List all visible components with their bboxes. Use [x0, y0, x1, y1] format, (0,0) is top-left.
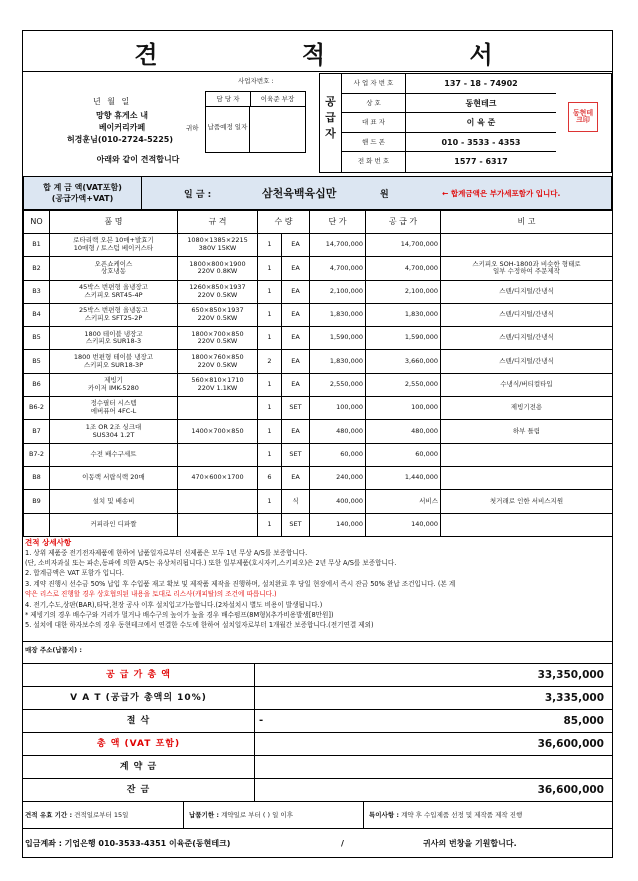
cell-note	[441, 443, 613, 466]
amount-in-words: 삼천육백육십만	[262, 187, 337, 200]
supplier-biz-no: 137 - 18 - 74902	[406, 74, 556, 94]
cell-spec: 1260×850×1937 220V 0.5KW	[178, 280, 258, 303]
col-header-qty: 수 량	[258, 211, 310, 234]
delivery-term	[189, 812, 293, 819]
cell-name: 오픈쇼케이스 상호냉동	[50, 257, 178, 280]
delivery-term-value: 계약일로 부터 ( ) 일 이후	[221, 811, 293, 819]
cell-spec: 650×850×1937 220V 0.5KW	[178, 303, 258, 326]
recipient-line1: 망향 휴게소 내	[96, 111, 148, 120]
cell-qty: 1	[258, 234, 282, 257]
biz-no-label: 사업자번호 :	[238, 77, 274, 85]
cell-supply: 14,700,000	[366, 234, 441, 257]
condition-line: 약은 리스로 진행할 경우 상호협의된 내용을 토대로 리스사(캐피탈)의 조건에 따릅니다.)	[25, 590, 277, 599]
amount-unit: 원	[380, 190, 389, 200]
cell-price: 100,000	[310, 397, 366, 420]
table-row	[24, 373, 613, 396]
cell-no: B9	[24, 490, 50, 513]
table-row	[24, 280, 613, 303]
footer-sep	[183, 802, 184, 828]
cell-note: 스텐/디지털/간냉식	[441, 303, 613, 326]
cell-name: 1800 테이블 냉장고 스키피오 SUR18-3	[50, 327, 178, 350]
quotation-sheet	[22, 30, 613, 858]
totals-value: 36,600,000	[537, 738, 604, 750]
col-header-price: 단 가	[310, 211, 366, 234]
totals-label: 계 약 금	[23, 756, 255, 778]
cell-qty: 1	[258, 397, 282, 420]
person-value: 이육준 부장	[250, 92, 305, 107]
cell-unit: EA	[282, 257, 310, 280]
cell-name: 설치 및 배송비	[50, 490, 178, 513]
cell-spec: 1080×1385×2215 380V 15KW	[178, 234, 258, 257]
cell-unit: EA	[282, 420, 310, 443]
cell-no: B8	[24, 466, 50, 489]
supplier-side-label: 공급자	[320, 74, 342, 172]
cell-price: 14,700,000	[310, 234, 366, 257]
conditions-block	[25, 539, 610, 631]
cell-note: 첫거래로 인한 서비스지원	[441, 490, 613, 513]
bank-slash: /	[341, 839, 344, 848]
cell-spec: 1400×700×850	[178, 420, 258, 443]
cell-no: B3	[24, 280, 50, 303]
special-note-label: 특이사항 :	[369, 811, 399, 819]
cell-supply: 1,590,000	[366, 327, 441, 350]
cell-spec: 1800×700×850 220V 0.5KW	[178, 327, 258, 350]
cell-unit: SET	[282, 443, 310, 466]
cell-unit: 식	[282, 490, 310, 513]
title-divider	[23, 71, 612, 72]
summary-label-line2: (공급가액+VAT)	[51, 194, 114, 203]
person-label: 담 당 자	[206, 92, 251, 107]
cell-price: 1,830,000	[310, 303, 366, 326]
cell-name: 수전 배수구세트	[50, 443, 178, 466]
col-header-note: 비 고	[441, 211, 613, 234]
table-row	[24, 443, 613, 466]
cell-price: 480,000	[310, 420, 366, 443]
cell-price: 4,700,000	[310, 257, 366, 280]
install-label: 매장 주소(납품지) :	[25, 646, 83, 654]
summary-label	[24, 177, 142, 209]
cell-supply: 480,000	[366, 420, 441, 443]
col-header-no: NO	[24, 211, 50, 234]
cell-name: 45박스 번편형 올냉장고 스키피오 SRT45-4P	[50, 280, 178, 303]
table-row	[24, 513, 613, 536]
condition-line: * 제빙기의 경우 배수구와 거리가 멀거나 배수구의 높이가 높을 경우 배수펌프(8M형)(추가비용발생[8만원])	[25, 611, 334, 620]
condition-line: (단, 소비자과실 또는 파손,동파에 의한 A/S는 유상처리됩니다.) 또한 일부제품(호시자키,스키피오)은 2년 무상 A/S를 보증합니다.	[25, 559, 397, 568]
recipient-contact-box	[205, 91, 306, 153]
table-row	[24, 397, 613, 420]
delivery-term-label: 납품기한 :	[189, 811, 219, 819]
supplier-label: 전 화 번 호	[342, 152, 406, 172]
cell-supply: 2,100,000	[366, 280, 441, 303]
cell-unit: EA	[282, 466, 310, 489]
cell-name: 제빙기 카이저 IMK-5280	[50, 373, 178, 396]
seal-text: 동현테크印	[572, 109, 594, 124]
cell-price: 1,830,000	[310, 350, 366, 373]
supplier-mobile: 010 - 3533 - 4353	[406, 133, 556, 153]
cell-supply: 3,660,000	[366, 350, 441, 373]
cell-supply: 1,830,000	[366, 303, 441, 326]
cell-spec	[178, 513, 258, 536]
recipient-line3: 허경훈님(010-2724-5225)	[66, 135, 174, 144]
totals-sign: -	[259, 715, 264, 726]
cell-qty: 1	[258, 327, 282, 350]
footer-terms-row	[23, 801, 612, 829]
cell-qty: 2	[258, 350, 282, 373]
footer-sep	[363, 802, 364, 828]
supplier-label: 상 호	[342, 94, 406, 114]
cell-price: 400,000	[310, 490, 366, 513]
supplier-company: 동현테크	[406, 94, 556, 114]
cell-name: 로타리랙 오븐 10매+발효기 10매형 / 토스텀 베이커스타	[50, 234, 178, 257]
cell-no: B4	[24, 303, 50, 326]
cell-note: 스텐/디지털/간냉식	[441, 280, 613, 303]
cell-no: B7-2	[24, 443, 50, 466]
special-note	[369, 812, 522, 819]
cell-qty: 1	[258, 420, 282, 443]
cell-no: B2	[24, 257, 50, 280]
supplier-rows	[342, 74, 611, 172]
totals-value: 33,350,000	[537, 669, 604, 681]
items-table	[23, 210, 613, 537]
conditions-title: 견적 상세사항	[25, 538, 72, 547]
closing-wish: 귀사의 번창을 기원합니다.	[423, 839, 517, 848]
validity	[25, 812, 128, 819]
company-seal-stamp	[568, 102, 598, 132]
cell-name: 이동랙 서랍식랙 20매	[50, 466, 178, 489]
cell-price: 1,590,000	[310, 327, 366, 350]
cell-supply: 140,000	[366, 513, 441, 536]
table-row	[24, 327, 613, 350]
totals-row	[23, 778, 612, 801]
recipient-line2: 베이커리카페	[98, 123, 146, 132]
cell-price: 140,000	[310, 513, 366, 536]
date-label: 년 월 일	[93, 97, 132, 106]
cell-spec: 560×810×1710 220V 1.1KW	[178, 373, 258, 396]
cell-no: B5	[24, 327, 50, 350]
condition-line: 4. 전기,수도,상판(BAR),타닥,천장 공사 이후 설치입고가능합니다.(2차설치시 별도 비용이 발생됩니다.)	[25, 600, 323, 609]
cell-no: B5	[24, 350, 50, 373]
table-row	[24, 303, 613, 326]
cell-spec	[178, 397, 258, 420]
cell-qty: 1	[258, 513, 282, 536]
install-divider	[23, 641, 612, 642]
totals-row	[23, 755, 612, 778]
cell-price: 2,550,000	[310, 373, 366, 396]
cell-note	[441, 513, 613, 536]
totals-row	[23, 732, 612, 755]
cell-note: 스텐/디지털/간냉식	[441, 350, 613, 373]
cell-qty: 1	[258, 280, 282, 303]
condition-line: 1. 상위 제품중 전기전자제품에 한하여 납품일자로부터 신제품은 모두 1년 무상 A/S를 보증합니다.	[25, 548, 308, 557]
supplier-phone: 1577 - 6317	[454, 157, 508, 167]
totals-label: 절 삭	[23, 710, 255, 732]
cell-supply: 서비스	[366, 490, 441, 513]
cell-supply: 2,550,000	[366, 373, 441, 396]
cell-note: 제빙기전용	[441, 397, 613, 420]
supplier-label: 핸 드 폰	[342, 133, 406, 153]
totals-label: V A T (공급가 총액의 10%)	[23, 687, 255, 709]
cell-name: 1조 OR 2조 싱크대 SUS304 1.2T	[50, 420, 178, 443]
totals-label: 총 액 (VAT 포함)	[23, 733, 255, 755]
totals-value: 3,335,000	[544, 692, 604, 704]
cell-note: 스텐/디지털/간냉식	[441, 327, 613, 350]
cell-no: B7	[24, 420, 50, 443]
cell-spec: 1800×800×1900 220V 0.8KW	[178, 257, 258, 280]
table-row	[24, 490, 613, 513]
cell-price: 60,000	[310, 443, 366, 466]
cell-name: 1800 번편형 테이블 냉장고 스키피오 SUR18-3P	[50, 350, 178, 373]
cell-spec: 1800×760×850 220V 0.5KW	[178, 350, 258, 373]
table-row	[24, 350, 613, 373]
supplier-ceo: 이 육 준	[406, 113, 556, 133]
cell-price: 2,100,000	[310, 280, 366, 303]
page-title: 견 적 서	[134, 41, 561, 69]
cell-qty: 1	[258, 257, 282, 280]
cell-qty: 1	[258, 373, 282, 396]
cell-unit: SET	[282, 513, 310, 536]
cell-supply: 100,000	[366, 397, 441, 420]
totals-row	[23, 709, 612, 732]
cell-unit: EA	[282, 234, 310, 257]
col-header-spec: 규 격	[178, 211, 258, 234]
totals-value: 85,000	[563, 715, 604, 727]
cell-spec: 470×600×1700	[178, 466, 258, 489]
col-header-name: 품 명	[50, 211, 178, 234]
validity-value: 견적일로부터 15일	[74, 811, 129, 819]
cell-no	[24, 513, 50, 536]
cell-name: 커피라인 디파짤	[50, 513, 178, 536]
totals-label: 잔 금	[23, 779, 255, 801]
cell-unit: EA	[282, 280, 310, 303]
cell-note: 스키피오 SOH-1800과 비슷한 형태로 일부 수정하여 주문제작	[441, 257, 613, 280]
delivery-label: 납품예정 일자	[206, 106, 250, 152]
totals-label: 공 급 가 총 액	[23, 664, 255, 686]
summary-row	[23, 176, 612, 210]
cell-unit: EA	[282, 327, 310, 350]
conditions-lines	[25, 548, 610, 631]
col-header-supply: 공 급 가	[366, 211, 441, 234]
validity-label: 견적 유효 기간 :	[25, 811, 73, 819]
cell-note	[441, 234, 613, 257]
table-row	[24, 234, 613, 257]
summary-note: ← 합계금액은 부가세포함가 입니다.	[442, 189, 561, 198]
table-row	[24, 257, 613, 280]
cell-name: 25박스 번편형 올냉동고 스키피오 SFT25-2P	[50, 303, 178, 326]
cell-qty: 1	[258, 443, 282, 466]
table-row	[24, 420, 613, 443]
cell-note	[441, 466, 613, 489]
totals-row	[23, 686, 612, 709]
cell-unit: EA	[282, 303, 310, 326]
cell-note: 수냉식/버티컬타입	[441, 373, 613, 396]
amount-prefix: 일 금 :	[184, 190, 212, 200]
cell-supply: 60,000	[366, 443, 441, 466]
table-row	[24, 466, 613, 489]
cell-qty: 1	[258, 303, 282, 326]
cell-supply: 1,440,000	[366, 466, 441, 489]
honorific: 귀하	[186, 124, 199, 132]
special-note-value: 계약 후 수입제품 선정 및 제작품 제작 진행	[401, 811, 523, 819]
condition-line: 2. 합계금액은 VAT 포함가 입니다.	[25, 569, 124, 578]
cell-note: 하부 틀림	[441, 420, 613, 443]
cell-unit: SET	[282, 397, 310, 420]
supplier-box	[319, 73, 612, 173]
cell-no: B1	[24, 234, 50, 257]
intro-text: 아래와 같이 견적합니다	[96, 155, 180, 164]
supplier-label: 대 표 자	[342, 113, 406, 133]
cell-unit: EA	[282, 373, 310, 396]
condition-line: 5. 설치에 대한 하자보수의 경우 동현테크에서 연결한 수도에 한하여 설치일자로부터 1개월간 보증합니다.(전기연결 제외)	[25, 621, 374, 630]
cell-no: B6-2	[24, 397, 50, 420]
totals-row	[23, 663, 612, 686]
cell-unit: EA	[282, 350, 310, 373]
condition-line: 3. 계약 진행시 선수금 50% 납입 후 수입품 재고 확보 및 제작품 제작을 진행하며, 설치완료 후 당일 현장에서 즉시 잔금 50% 완납 조건입니다. (본 계	[25, 579, 456, 588]
cell-no: B6	[24, 373, 50, 396]
cell-qty: 1	[258, 490, 282, 513]
cell-price: 240,000	[310, 466, 366, 489]
cell-supply: 4,700,000	[366, 257, 441, 280]
bank-account: 입금계좌 : 기업은행 010-3533-4351 이육준(동현테크)	[25, 839, 231, 848]
supplier-label: 사 업 자 번 호	[342, 74, 406, 94]
cell-spec	[178, 443, 258, 466]
table-header-row	[24, 211, 613, 234]
summary-label-line1: 합 계 금 액(VAT포함)	[43, 183, 122, 192]
cell-name: 정수필터 시스템 에버퓨어 4FC-L	[50, 397, 178, 420]
totals-value: 36,600,000	[537, 784, 604, 796]
cell-spec	[178, 490, 258, 513]
cell-qty: 6	[258, 466, 282, 489]
